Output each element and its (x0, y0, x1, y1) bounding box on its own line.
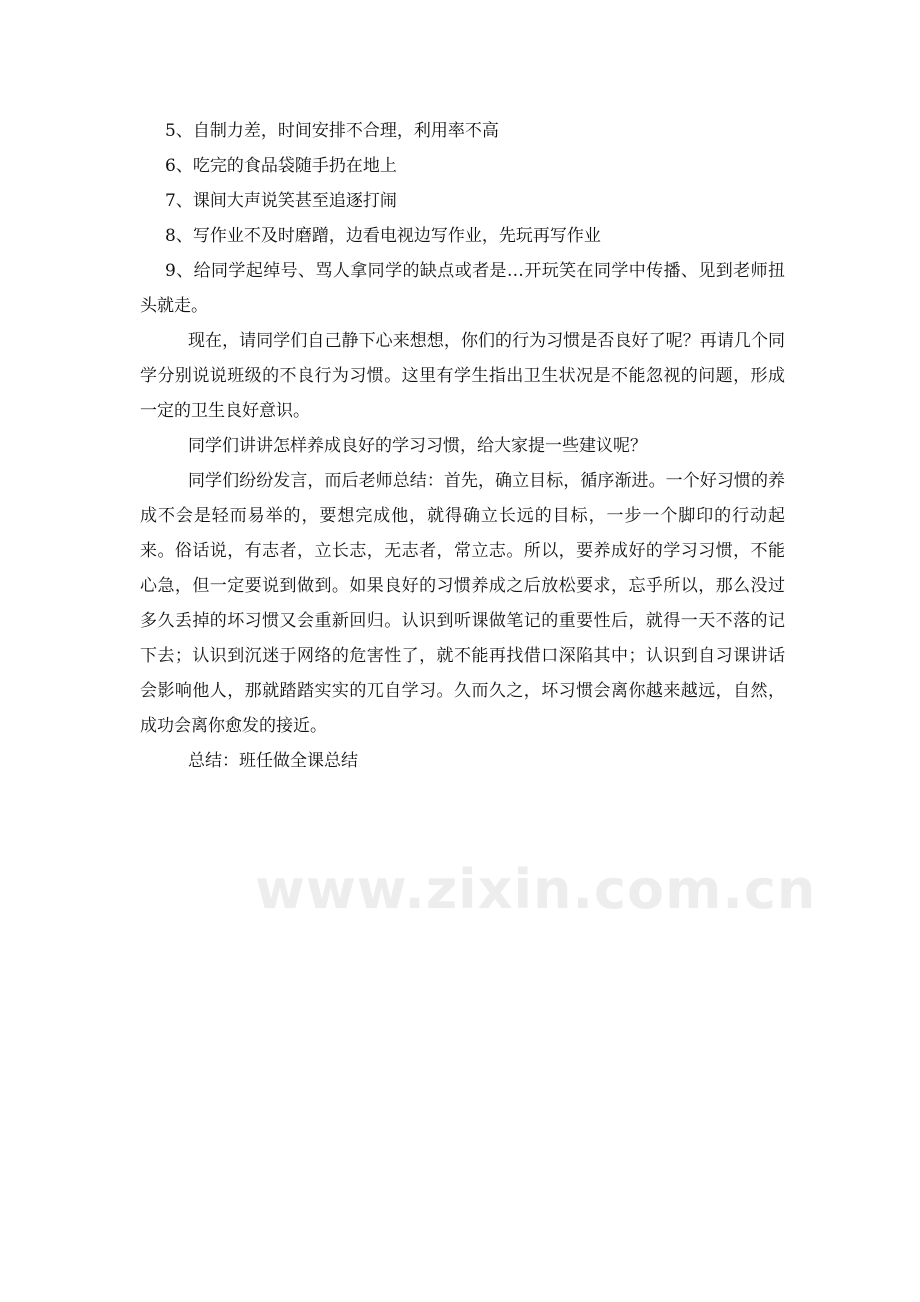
paragraph-teacher-summary: 同学们纷纷发言，而后老师总结：首先，确立目标，循序渐进。一个好习惯的养成不会是轻而易举的，要想完成他，就得确立长远的目标，一步一个脚印的行动起来。俗话说，有志者，立长志，无志者，常立志。所以，要养成好的学习习惯，不能心急，但一定要说到做到。如果良好的习惯养成之后放松要求，忘乎所以，那么没过多久丢掉的坏习惯又会重新回归。认识到听课做笔记的重要性后，就得一天不落的记下去；认识到沉迷于网络的危害性了，就不能再找借口深陷其中；认识到自习课讲话会影响他人，那就踏踏实实的兀自学习。久而久之，坏习惯会离你越来越远，自然，成功会离你愈发的接近。 (140, 471, 785, 736)
list-item: 8、写作业不及时磨蹭，边看电视边写作业，先玩再写作业 (165, 226, 601, 246)
list-item: 5、自制力差，时间安排不合理，利用率不高 (165, 121, 499, 141)
watermark: www.zixin.com.cn (255, 858, 817, 921)
list-item: 7、课间大声说笑甚至追逐打闹 (165, 191, 397, 211)
paragraph-reflection: 现在，请同学们自己静下心来想想，你们的行为习惯是否良好了呢？再请几个同学分别说说班级的不良行为习惯。这里有学生指出卫生状况是不能忽视的问题，形成一定的卫生良好意识。 (140, 331, 785, 421)
paragraph-question: 同学们讲讲怎样养成良好的学习习惯，给大家提一些建议呢？ (188, 436, 647, 456)
list-item-9: 9、给同学起绰号、骂人拿同学的缺点或者是…开玩笑在同学中传播、见到老师扭头就走。 (140, 261, 785, 316)
document-body (140, 114, 785, 779)
summary-line: 总结：班任做全课总结 (188, 751, 358, 771)
list-item: 6、吃完的食品袋随手扔在地上 (165, 156, 397, 176)
